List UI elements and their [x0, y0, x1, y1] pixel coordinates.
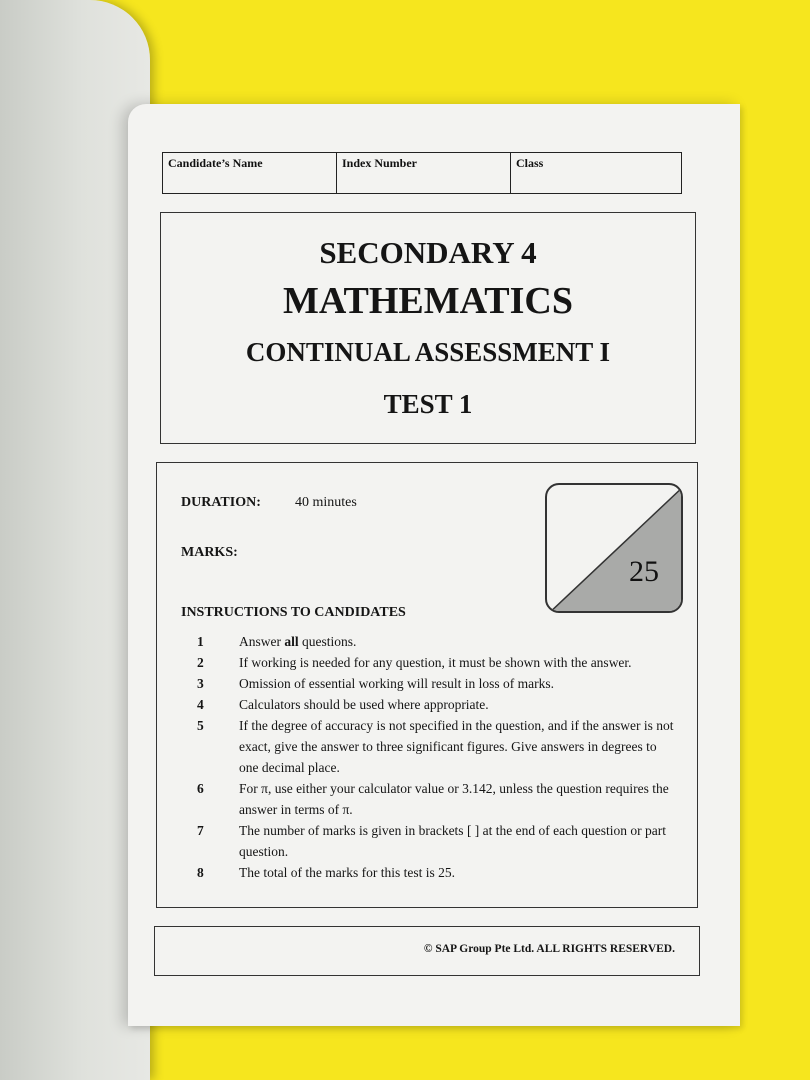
instruction-text — [239, 631, 677, 652]
class-field[interactable] — [511, 153, 681, 193]
copyright-box — [154, 926, 700, 976]
marks-shaded-triangle — [547, 485, 683, 613]
instructions-heading: INSTRUCTIONS TO CANDIDATES — [181, 605, 406, 620]
instruction-item — [197, 694, 677, 715]
instruction-text: If working is needed for any question, it must be shown with the answer. — [239, 655, 632, 670]
instruction-item — [197, 778, 677, 820]
title-level: SECONDARY 4 — [319, 235, 537, 270]
title-test: TEST 1 — [383, 389, 473, 419]
index-number-label: Index Number — [342, 156, 418, 170]
instruction-item — [197, 862, 677, 883]
instruction-number: 2 — [197, 655, 204, 670]
marks-diagonal-shading — [547, 485, 683, 613]
marks-score-box — [545, 483, 683, 613]
instruction-number: 1 — [197, 634, 204, 649]
exam-cover-page — [128, 104, 740, 1026]
title-box — [160, 212, 696, 444]
title-assessment: CONTINUAL ASSESSMENT I — [245, 337, 611, 367]
title-subject: MATHEMATICS — [283, 280, 573, 322]
instruction-text: For π, use either your calculator value or 3.142, unless the question requires the answer in terms of π. — [239, 781, 669, 817]
copyright-notice: © SAP Group Pte Ltd. ALL RIGHTS RESERVED. — [423, 943, 675, 955]
candidate-info-table — [162, 152, 682, 194]
marks-total: 25 — [629, 555, 659, 588]
instruction-item — [197, 652, 677, 673]
instruction-text-bold: all — [284, 634, 299, 649]
instruction-item — [197, 631, 677, 652]
instruction-text: The total of the marks for this test is 25. — [239, 865, 455, 880]
duration-label: DURATION: — [181, 495, 261, 510]
duration-value: 40 minutes — [295, 495, 357, 510]
marks-label: MARKS: — [181, 545, 238, 560]
class-label: Class — [516, 156, 544, 170]
instruction-item — [197, 715, 677, 778]
instruction-number: 4 — [197, 697, 204, 712]
instructions-list — [197, 631, 677, 883]
instruction-text-post: questions. — [298, 634, 357, 649]
instruction-text: Omission of essential working will result in loss of marks. — [239, 676, 554, 691]
instruction-number: 5 — [197, 718, 204, 733]
details-box — [156, 462, 698, 908]
instruction-number: 8 — [197, 865, 204, 880]
index-number-field[interactable] — [337, 153, 511, 193]
instruction-text: The number of marks is given in brackets [ ] at the end of each question or part question. — [239, 823, 666, 859]
instruction-item — [197, 673, 677, 694]
instruction-text-pre: Answer — [239, 634, 285, 649]
instruction-number: 6 — [197, 781, 204, 796]
instruction-number: 7 — [197, 823, 204, 838]
instruction-number: 3 — [197, 676, 204, 691]
instruction-text: Calculators should be used where appropriate. — [239, 697, 489, 712]
instruction-text: If the degree of accuracy is not specified in the question, and if the answer is not exact, give the answer to three significant figures. Give answers in degrees to one decimal place. — [239, 718, 674, 775]
candidate-name-field[interactable] — [163, 153, 337, 193]
candidate-name-label: Candidate’s Name — [168, 156, 263, 170]
instruction-item — [197, 820, 677, 862]
